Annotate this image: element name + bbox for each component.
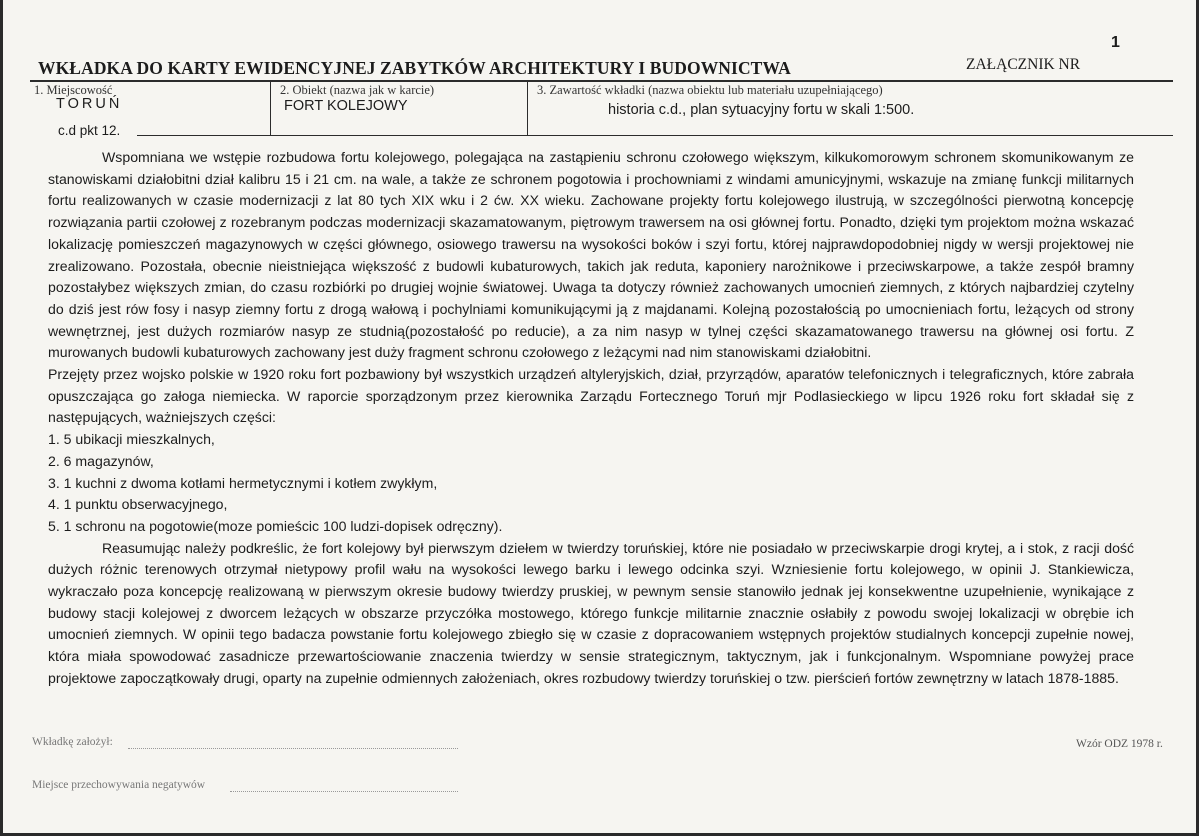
scan-edge-left: [0, 0, 3, 836]
list-item: 4. 1 punktu obserwacyjnego,: [48, 496, 228, 513]
footer-dotted-line: [230, 791, 458, 792]
annex-label: ZAŁĄCZNIK NR: [966, 56, 1081, 73]
page-number: 1: [1111, 34, 1120, 51]
footer-author-label: Wkładkę założył:: [32, 736, 113, 748]
paragraph-3: Reasumując należy podkreślic, że fort kolejowy był pierwszym dziełem w twierdzy toruńskiej, które nie posiadało w przeciwskarpie drogi krytej, a i stok, z racji dość dużych różnic terenowych otrzymał nietypowy profil wału na wysokości lewego barku i lewego odcinka szyi. Wzniesienie fortu kolejowego, w opinii J. Stankiewicza, wykraczało poza koncepcję realizowaną w pierwszym okresie budowy twierdzy pruskiej, w pewnym sensie stanowiło jednak jej konsekwentne uzupełnienie, wynikające z budowy stacji kolejowej z dworcem leżących w obszarze przyczółka mostowego, którego funkcje militarnie znacznie osłabiły z powodu swojej lokalizacji w obrębie ich umocnień ziemnych. W opinii tego badacza powstanie fortu kolejowego zbiegło się w czasie z dopracowaniem wstępnych projektów studialnych koncepcji zupełnie nowej, która miała spowodować zasadnicze przewartościowanie znaczenia twierdzy w sensie strategicznym, taktycznym, jak i funkcjonalnym. Wspomniane powyżej prace projektowe zapoczątkowały drugi, oparty na zupełnie odmiennych założeniach, okres rozbudowy twierdzy toruńskiej o tzw. pierścień fortów zewnętrzny w latach 1878-1885.: [48, 539, 1134, 686]
fields-rule: [137, 135, 1173, 136]
list-item: 2. 6 magazynów,: [48, 452, 154, 469]
field-divider-1: [270, 82, 271, 135]
place-value: TORUŃ: [56, 96, 123, 112]
footer-negatives-label: Miejsce przechowywania negatywów: [32, 779, 206, 791]
footer-template: Wzór ODZ 1978 r.: [1076, 738, 1163, 750]
list-item: 3. 1 kuchni z dwoma kotłami hermetycznymi i kotłem zwykłym,: [48, 474, 438, 491]
list-item: 5. 1 schronu na pogotowie(moze pomieścic 100 ludzi-dopisek odręczny).: [48, 517, 503, 534]
list-item: 1. 5 ubikacji mieszkalnych,: [48, 431, 215, 448]
place-note: c.d pkt 12.: [58, 123, 121, 138]
content-value: historia c.d., plan sytuacyjny fortu w skali 1:500.: [608, 102, 915, 118]
content-label: 3. Zawartość wkładki (nazwa obiektu lub materiału uzupełniającego): [537, 83, 883, 97]
paragraph-2: Przejęty przez wojsko polskie w 1920 roku fort pozbawiony był wszystkich urządzeń altyleryjskich, dział, przyrządów, aparatów telefonicznych i telegraficznych, które zabrała opuszczająca go załoga niemiecka. W raporcie sporządzonym przez kierownika Zarządu Fortecznego Toruń mjr Podlasieckiego w lipcu 1926 roku fort składał się z następujących, ważniejszych części:: [48, 366, 1134, 426]
card-title: WKŁADKA DO KARTY EWIDENCYJNEJ ZABYTKÓW ARCHITEKTURY I BUDOWNICTWA: [38, 58, 791, 78]
body-text: [48, 147, 1134, 690]
place-label: 1. Miejscowość: [34, 83, 113, 97]
footer-dotted-line: [128, 748, 458, 749]
header-rule: [30, 80, 1173, 82]
object-label: 2. Obiekt (nazwa jak w karcie): [280, 83, 435, 97]
paragraph-1: Wspomniana we wstępie rozbudowa fortu kolejowego, polegająca na zastąpieniu schronu czołowego większym, kilkukomorowym schronem skomunikowanym ze stanowiskami działobitni dział kalibru 15 i 21 cm. na wale, a także ze schronem pogotowia i prochowniami z windami amunicyjnymi, wskazuje na zmianę funkcji militarnych fortu realizowanych w czasie modernizacji z lat 80 tych XIX wku i 2 ćw. XX wieku. Zachowane projekty fortu kolejowego ilustrują, w szczególności pierwotną koncepcję rozwiązania partii czołowej z rozebranym podczas modernizacji skazamatowanym, piętrowym trawersem na osi głównej fortu. Ponadto, dzięki tym projektom można wskazać lokalizację pomieszczeń magazynowych w części głównego, osiowego trawersu na wysokości boków i szyi fortu, której najprawdopodobniej nigdy w wersji projektowej nie zrealizowano. Pozostała, obecnie nieistniejąca większość z budowli kubaturowych, takich jak reduta, kaponiery narożnikowe i przeciwskarpowe, a także zespół bramny pozostałybez większych zmian, do czasu rozbiórki po drugiej wojnie światowej. Uwaga ta dotyczy również zachowanych umocnień ziemnych, z których najbardziej czytelny do dziś jest rów fosy i nasyp ziemny fortu z drogą wałową i pochylniami komunikującymi ją z majdanami. Kolejną pozostałością po umocnieniach fortu, leżących od strony wewnętrznej, jest dużych rozmiarów nasyp ze studnią(pozostałość po reducie), a za nim nasyp w tylnej części skazamatowanego trawersu na głównej osi fortu. Z murowanych budowli kubaturowych zachowany jest duży fragment schronu czołowego z leżącymi nad nim stanowiskami działobitni.: [48, 149, 1134, 361]
field-divider-2: [527, 82, 528, 135]
object-value: FORT KOLEJOWY: [284, 98, 408, 114]
